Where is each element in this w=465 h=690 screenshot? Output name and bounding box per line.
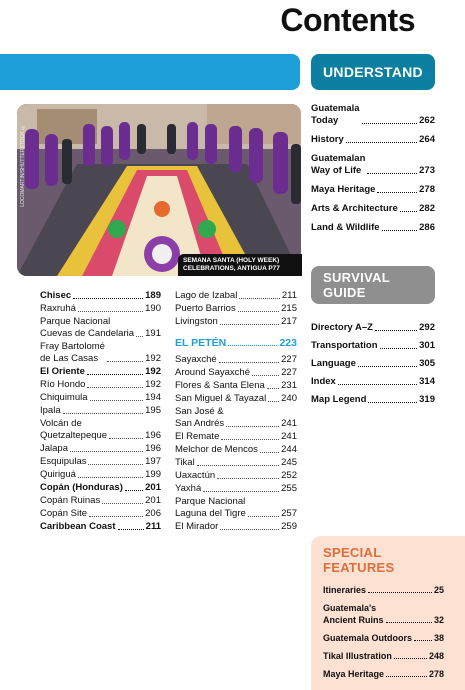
toc-entry[interactable] (323, 632, 444, 644)
toc-entry-title: Lago de Izabal (175, 290, 238, 301)
toc-entry[interactable] (323, 602, 444, 626)
toc-entry-title: Quiriguá (40, 469, 76, 480)
dot-leader (375, 330, 417, 331)
toc-entry-title: Guatemala Outdoors (323, 633, 413, 643)
dot-leader (87, 374, 143, 375)
toc-entry-title: Maya Heritage (311, 184, 376, 195)
toc-entry[interactable] (40, 366, 161, 378)
toc-entry-page: 191 (145, 328, 161, 339)
toc-entry-page: 192 (145, 379, 161, 390)
toc-entry-title: EL PETÉN (175, 337, 227, 349)
dot-leader (219, 362, 279, 363)
photo-credit: LOCOMARTIN/SHUTTERSTOCK © (20, 124, 26, 207)
toc-entry-page: 201 (145, 482, 161, 493)
dot-leader (107, 361, 143, 362)
dot-leader (221, 439, 279, 440)
toc-entry[interactable] (175, 380, 297, 392)
dot-leader (368, 402, 417, 403)
toc-entry-title: Chiquimula (40, 392, 88, 403)
toc-entry[interactable] (40, 508, 161, 520)
understand-section-header[interactable]: UNDERSTAND (311, 54, 435, 90)
toc-entry[interactable] (175, 354, 297, 366)
toc-entry-title: Livingston (175, 316, 218, 327)
toc-entry[interactable] (175, 496, 297, 520)
toc-entry-page: 192 (145, 366, 161, 377)
photo-caption[interactable] (178, 254, 302, 276)
understand-list (311, 103, 435, 241)
dot-leader (338, 384, 417, 385)
semana-santa-photo-illustration (17, 104, 301, 276)
toc-entry[interactable] (40, 456, 161, 468)
toc-entry-page: 231 (281, 380, 297, 391)
dot-leader (260, 452, 279, 453)
toc-entry[interactable] (323, 668, 444, 680)
toc-entry[interactable] (175, 316, 297, 328)
toc-entry-title: El Remate (175, 431, 220, 442)
toc-entry[interactable] (40, 495, 161, 507)
dot-leader (89, 516, 143, 517)
toc-entry[interactable] (175, 457, 297, 469)
toc-entry[interactable] (175, 303, 297, 315)
toc-entry[interactable] (323, 584, 444, 596)
toc-entry-page: 199 (145, 469, 161, 480)
dot-leader (73, 298, 143, 299)
dot-leader (90, 400, 144, 401)
dot-leader (102, 503, 143, 504)
toc-entry-page: 196 (145, 430, 161, 441)
toc-entry-title: Maya Heritage (323, 669, 385, 679)
toc-entry-title: Sayaxché (175, 354, 217, 365)
toc-entry-title: Puerto Barrios (175, 303, 236, 314)
toc-entry-title: Flores & Santa Elena (175, 380, 265, 391)
dot-leader (358, 366, 417, 367)
toc-entry-title: Jalapa (40, 443, 68, 454)
toc-entry-page: 305 (419, 358, 435, 369)
toc-entry-title: Fray Bartolomé de Las Casas (40, 341, 105, 364)
dot-leader (386, 676, 427, 677)
dot-leader (203, 491, 279, 492)
toc-entry-title: Language (311, 358, 356, 369)
toc-entry[interactable] (175, 470, 297, 482)
toc-entry[interactable] (40, 316, 161, 340)
toc-entry[interactable] (311, 394, 435, 406)
dot-leader (377, 192, 417, 193)
toc-entry-page: 241 (281, 431, 297, 442)
toc-entry-title: Yaxhá (175, 483, 202, 494)
page-title: Contents (280, 2, 415, 38)
toc-entry-page: 241 (281, 418, 297, 429)
dot-leader (63, 413, 144, 414)
dot-leader (368, 592, 432, 593)
cover-photo (17, 104, 301, 276)
toc-entry-page: 314 (419, 376, 435, 387)
toc-entry-page: 240 (281, 393, 297, 404)
toc-entry-title: Transportation (311, 340, 378, 351)
toc-entry-title: Río Hondo (40, 379, 86, 390)
toc-entry[interactable] (311, 203, 435, 215)
toc-entry-title: Guatemala Today (311, 103, 360, 126)
toc-entry-page: 196 (145, 443, 161, 454)
dot-leader (400, 211, 417, 212)
header-accent-bar (0, 54, 300, 90)
toc-entry[interactable] (311, 340, 435, 352)
toc-entry[interactable] (311, 103, 435, 127)
toc-entry[interactable] (175, 337, 297, 349)
toc-entry[interactable] (40, 469, 161, 481)
toc-entry[interactable] (311, 358, 435, 370)
toc-entry[interactable] (175, 483, 297, 495)
toc-entry-page: 192 (145, 353, 161, 364)
dot-leader (382, 230, 418, 231)
dot-leader (248, 516, 279, 517)
special-features-header: SPECIAL FEATURES (323, 545, 395, 575)
toc-entry[interactable] (311, 184, 435, 196)
dot-leader (367, 173, 417, 174)
dot-leader (220, 529, 279, 530)
toc-entry-page: 215 (281, 303, 297, 314)
toc-entry-title: Chisec (40, 290, 72, 301)
dot-leader (136, 336, 143, 337)
toc-entry-page: 244 (281, 444, 297, 455)
dot-leader (386, 622, 432, 623)
toc-entry-page: 227 (281, 367, 297, 378)
toc-entry-page: 292 (419, 322, 435, 333)
toc-entry-page: 245 (281, 457, 297, 468)
toc-entry-title: Copán Ruinas (40, 495, 101, 506)
toc-entry-title: Copán Site (40, 508, 88, 519)
toc-entry-title: Tikal (175, 457, 195, 468)
toc-entry-title: Tikal Illustration (323, 651, 392, 661)
contents-column-2 (175, 290, 297, 534)
dot-leader (78, 477, 143, 478)
toc-entry[interactable] (175, 290, 297, 302)
dot-leader (380, 348, 418, 349)
toc-entry-title: Raxruhá (40, 303, 76, 314)
toc-entry-page: 282 (419, 203, 435, 214)
toc-entry-page: 201 (145, 495, 161, 506)
survival-guide-section-header[interactable]: SURVIVAL GUIDE (311, 266, 435, 304)
dot-leader (268, 401, 279, 402)
dot-leader (252, 375, 279, 376)
toc-entry-page: 223 (279, 337, 297, 349)
dot-leader (239, 298, 280, 299)
toc-entry[interactable] (175, 406, 297, 430)
toc-entry-page: 211 (145, 521, 161, 532)
dot-leader (394, 658, 427, 659)
toc-entry[interactable] (40, 443, 161, 455)
toc-entry-page: 319 (419, 394, 435, 405)
toc-entry-page: 190 (145, 303, 161, 314)
toc-entry[interactable] (40, 405, 161, 417)
toc-entry[interactable] (175, 521, 297, 533)
dot-leader (109, 438, 143, 439)
toc-entry-page: 206 (145, 508, 161, 519)
toc-entry-title: Copán (Honduras) (40, 482, 123, 493)
toc-entry-title: Directory A–Z (311, 322, 373, 333)
toc-entry-title: El Mirador (175, 521, 219, 532)
toc-entry-page: 259 (281, 521, 297, 532)
toc-entry-page: 227 (281, 354, 297, 365)
toc-entry-page: 194 (145, 392, 161, 403)
dot-leader (226, 426, 279, 427)
survival-guide-list (311, 322, 435, 412)
toc-entry-page: 264 (419, 134, 435, 145)
toc-entry-page: 278 (419, 184, 435, 195)
toc-entry[interactable] (323, 650, 444, 662)
toc-entry-page: 25 (433, 585, 444, 595)
dot-leader (238, 311, 279, 312)
toc-entry-title: Land & Wildlife (311, 222, 380, 233)
dot-leader (70, 451, 143, 452)
toc-entry-title: Uaxactún (175, 470, 216, 481)
toc-entry-title: Itineraries (323, 585, 367, 595)
dot-leader (125, 490, 143, 491)
special-features-list (323, 584, 444, 686)
toc-entry-page: 189 (145, 290, 161, 301)
toc-entry[interactable] (40, 392, 161, 404)
toc-entry-page: 211 (281, 290, 297, 301)
contents-column-1 (40, 290, 161, 534)
dot-leader (88, 464, 143, 465)
toc-entry[interactable] (311, 376, 435, 388)
toc-entry-title: Ipala (40, 405, 61, 416)
toc-entry-page: 286 (419, 222, 435, 233)
toc-entry[interactable] (40, 418, 161, 442)
toc-entry-title: Caribbean Coast (40, 521, 116, 532)
toc-entry-page: 32 (433, 615, 444, 625)
dot-leader (414, 640, 432, 641)
toc-entry-title: Arts & Architecture (311, 203, 398, 214)
toc-entry-title: Melchor de Mencos (175, 444, 258, 455)
dot-leader (197, 465, 279, 466)
toc-entry[interactable] (175, 393, 297, 405)
dot-leader (217, 478, 279, 479)
dot-leader (87, 387, 143, 388)
toc-entry-title: El Oriente (40, 366, 85, 377)
toc-entry-title: Guatemalan Way of Life (311, 153, 366, 176)
toc-entry-title: Index (311, 376, 336, 387)
toc-entry-title: Parque Nacional Cuevas de Candelaria (40, 316, 135, 339)
toc-entry-page: 255 (281, 483, 297, 494)
dot-leader (118, 529, 144, 530)
toc-entry[interactable] (40, 482, 161, 494)
dot-leader (346, 142, 417, 143)
toc-entry-page: 195 (145, 405, 161, 416)
toc-entry[interactable] (311, 153, 435, 177)
toc-entry-page: 301 (419, 340, 435, 351)
toc-entry[interactable] (40, 290, 161, 302)
dot-leader (78, 311, 143, 312)
toc-entry-title: Map Legend (311, 394, 367, 405)
toc-entry-page: 278 (428, 669, 444, 679)
toc-entry-page: 257 (281, 508, 297, 519)
dot-leader (267, 388, 279, 389)
toc-entry[interactable] (40, 379, 161, 391)
dot-leader (362, 123, 418, 124)
toc-entry[interactable] (40, 341, 161, 365)
toc-entry-title: Esquipulas (40, 456, 87, 467)
toc-entry-page: 262 (419, 115, 435, 126)
toc-entry-title: Volcán de Quetzaltepeque (40, 418, 108, 441)
toc-entry-title: History (311, 134, 344, 145)
dot-leader (228, 345, 277, 346)
toc-entry-page: 252 (281, 470, 297, 481)
toc-entry-page: 38 (433, 633, 444, 643)
toc-entry[interactable] (175, 367, 297, 379)
toc-entry-page: 248 (428, 651, 444, 661)
toc-entry-title: Parque Nacional Laguna del Tigre (175, 496, 246, 519)
toc-entry-page: 217 (281, 316, 297, 327)
toc-entry-title: Guatemala's Ancient Ruins (323, 603, 384, 625)
toc-entry-page: 197 (145, 456, 161, 467)
toc-entry-page: 273 (419, 165, 435, 176)
toc-entry[interactable] (40, 303, 161, 315)
toc-entry-title: Around Sayaxché (175, 367, 250, 378)
toc-entry[interactable] (311, 322, 435, 334)
toc-entry-title: San José & San Andrés (175, 406, 225, 429)
toc-entry[interactable] (311, 222, 435, 234)
toc-entry[interactable] (175, 431, 297, 443)
toc-entry[interactable] (40, 521, 161, 533)
dot-leader (220, 324, 279, 325)
toc-entry-title: San Miguel & Tayazal (175, 393, 267, 404)
toc-entry[interactable] (311, 134, 435, 146)
toc-entry[interactable] (175, 444, 297, 456)
photo-caption-text: SEMANA SANTA (HOLY WEEK) CELEBRATIONS, ANTIGUA P77 (183, 257, 280, 272)
